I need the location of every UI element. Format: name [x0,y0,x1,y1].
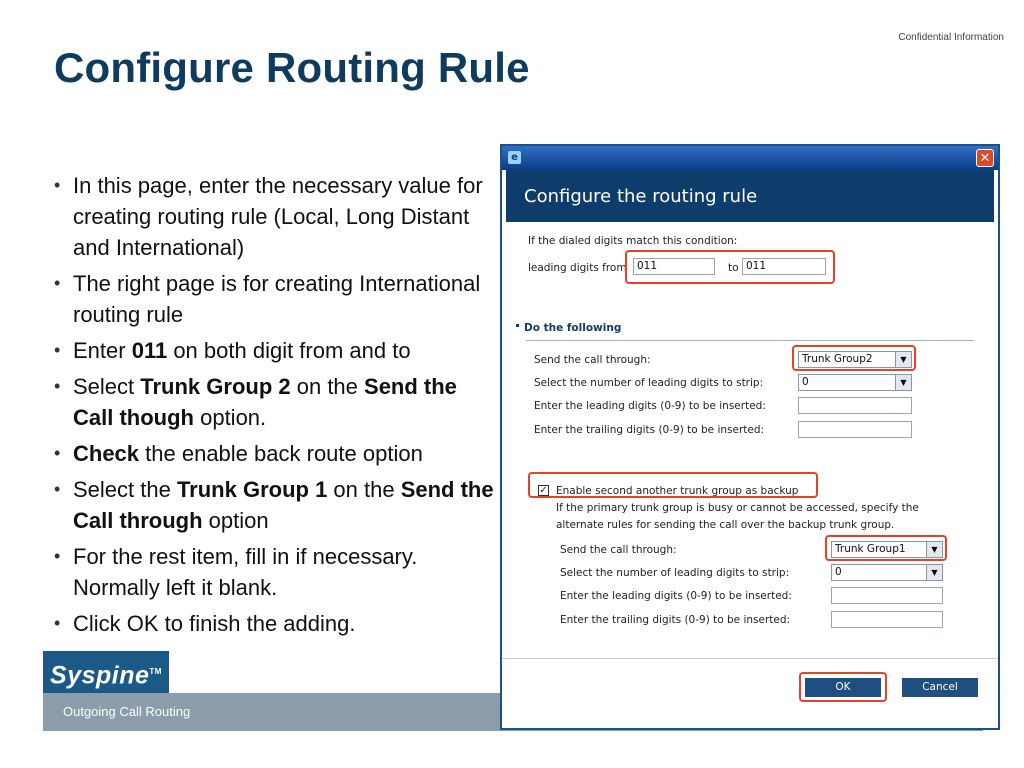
primary-insert-leading-input[interactable] [798,397,912,414]
backup-desc-2: alternate rules for sending the call over the backup trunk group. [556,519,895,531]
chevron-down-icon: ▼ [926,565,942,580]
bullet-square-icon [516,324,519,327]
backup-insert-trailing-label: Enter the trailing digits (0-9) to be inserted: [560,614,791,626]
dialog-header [506,170,994,222]
ok-button[interactable]: OK [805,678,881,697]
list-item: • Enter 011 on both digit from and to [54,335,494,366]
instruction-list [54,170,494,644]
primary-send-label: Send the call through: [534,354,651,366]
backup-strip-label: Select the number of leading digits to strip: [560,567,790,579]
primary-insert-trailing-label: Enter the trailing digits (0-9) to be inserted: [534,424,765,436]
condition-label: If the dialed digits match this condition: [528,235,738,247]
list-item: • In this page, enter the necessary value for creating routing rule (Local, Long Distant and International) [54,170,494,263]
footer-text: Outgoing Call Routing [63,704,191,719]
highlight-digits [625,250,835,284]
list-item: • Select the Trunk Group 1 on the Send the Call through option [54,474,494,536]
primary-insert-trailing-input[interactable] [798,421,912,438]
to-label: to [728,262,739,274]
primary-strip-select[interactable]: 0 ▼ [798,374,912,391]
digits-from-input[interactable]: 011 [633,258,715,275]
highlight-ok [799,672,887,702]
backup-insert-leading-label: Enter the leading digits (0-9) to be inserted: [560,590,792,602]
page-title: Configure Routing Rule [54,44,530,91]
leading-from-label: leading digits from [528,262,627,274]
close-button[interactable]: ✕ [976,149,994,167]
list-item: • The right page is for creating International routing rule [54,268,494,330]
dialog-titlebar [502,146,998,170]
list-item: • For the rest item, fill in if necessary. Normally left it blank. [54,541,494,603]
backup-strip-select[interactable]: 0 ▼ [831,564,943,581]
digits-to-input[interactable]: 011 [742,258,826,275]
primary-strip-label: Select the number of leading digits to strip: [534,377,764,389]
highlight-primary-trunk [792,345,916,371]
dialog-title: Configure the routing rule [524,186,758,207]
list-item: • Click OK to finish the adding. [54,608,494,639]
list-item: • Select Trunk Group 2 on the Send the Call though option. [54,371,494,433]
routing-rule-dialog [500,144,1000,730]
backup-checkbox[interactable]: ✓ [539,485,548,496]
list-item: • Check the enable back route option [54,438,494,469]
backup-insert-leading-input[interactable] [831,587,943,604]
syspine-logo: Syspine™ [43,651,169,693]
confidential-label: Confidential Information [898,32,1004,43]
backup-trunk-select[interactable]: Trunk Group1 ▼ [831,541,943,558]
section-title: Do the following [524,322,621,334]
chevron-down-icon: ▼ [895,375,911,390]
chevron-down-icon: ▼ [926,542,942,557]
backup-send-label: Send the call through: [560,544,677,556]
highlight-backup-check [528,472,818,498]
primary-trunk-select[interactable]: Trunk Group2 ▼ [798,351,912,368]
backup-label: Enable second another trunk group as backup [556,485,799,497]
button-bar-divider [502,658,998,659]
backup-desc-1: If the primary trunk group is busy or cannot be accessed, specify the [556,502,919,514]
chevron-down-icon: ▼ [895,352,911,367]
browser-icon: e [508,151,521,164]
primary-insert-leading-label: Enter the leading digits (0-9) to be inserted: [534,400,766,412]
backup-insert-trailing-input[interactable] [831,611,943,628]
highlight-backup-trunk [825,535,947,561]
cancel-button[interactable]: Cancel [902,678,978,697]
section-divider [526,340,974,341]
